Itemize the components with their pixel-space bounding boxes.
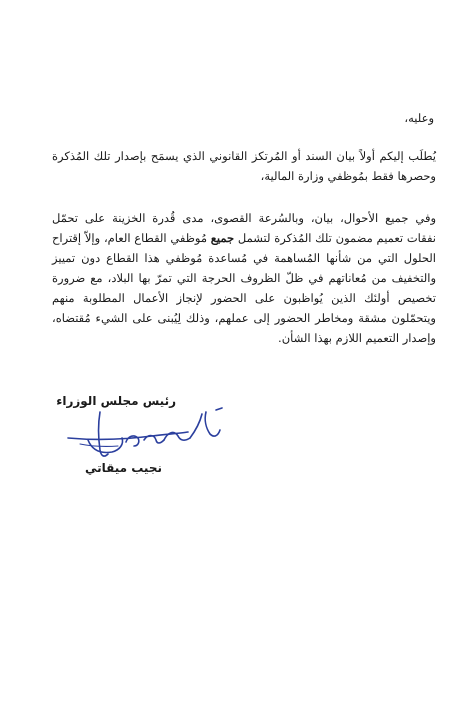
paragraph-instructions-part1: وفي جميع الأحوال، بيان، وبالسُرعة القصوى، مدى قُدرة الخزينة على تحمّل نفقات تعميم مضمون تلك المُذكرة لتشمل <box>52 211 436 245</box>
handwritten-signature <box>60 400 230 466</box>
signatory-name: نجيب ميقاتي <box>84 461 162 475</box>
paragraph-instructions-part2: مُوظفي القطاع العام، وإلاّ إقتراح الحلول التي من شأنها المُساهمة في مُساعدة مُوظفي هذا القطاع دون تمييز والتخفيف من مُعاناتهم في ظلّ الظروف الحرجة التي تمرّ بها البلاد، مع ضرورة تخصيص أولئك الذين يُواظبون على الحضور لإنجاز الأعمال المطلوبة منهم ويتحمّلون مشقة ومخاطر الحضور إلى عملهم، وذلك لِيُبنى على الشيء مُقتضاه، وإصدار التعميم اللازم بهذا الشأن. <box>52 231 436 345</box>
paragraph-request <box>52 146 436 186</box>
greeting-line: وعليه، <box>404 111 434 125</box>
paragraph-instructions-text <box>52 208 436 348</box>
paragraph-request-text: يُطلَب إليكم أولاً بيان السند أو المُرتكز القانوني الذي يسمَح بإصدار تلك المُذكرة وحصرها فقط بمُوظفي وزارة المالية، <box>52 149 436 183</box>
emphasized-word: جميع <box>210 231 235 245</box>
signatory-title: رئيس مجلس الوزراء <box>56 394 176 408</box>
paragraph-instructions <box>52 208 436 348</box>
